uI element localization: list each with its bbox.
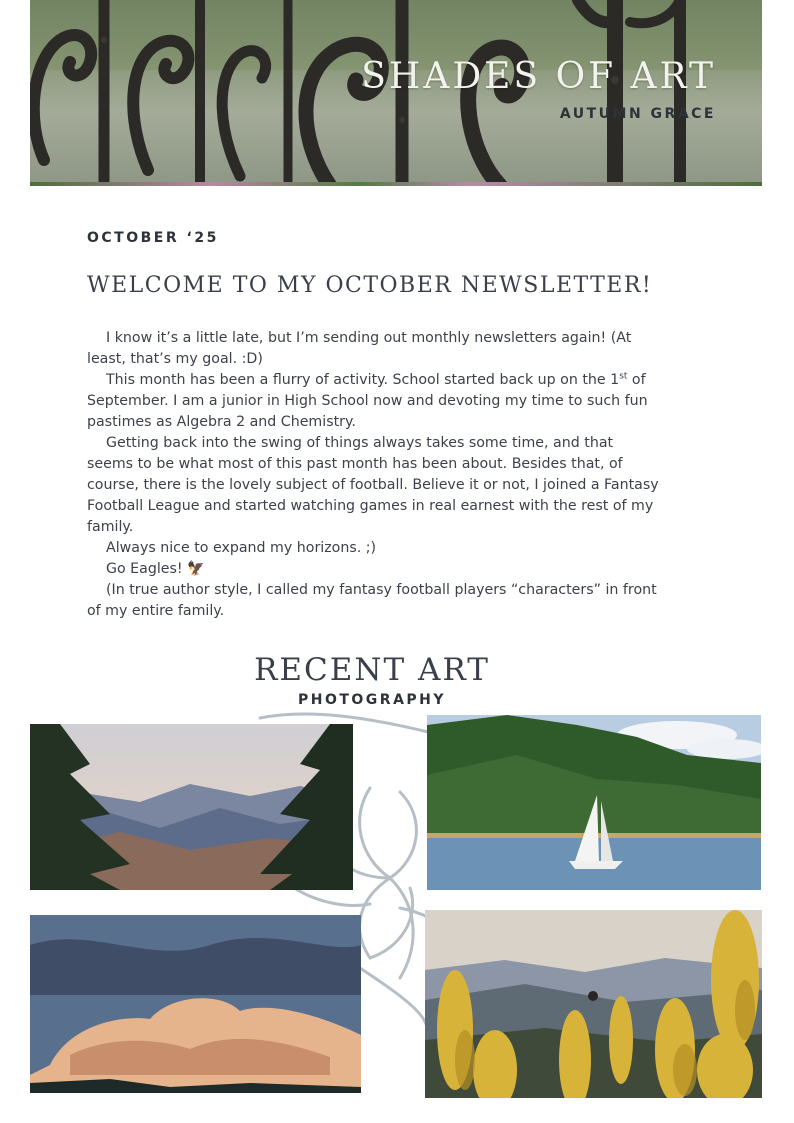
issue-date: OCTOBER ‘25: [87, 230, 219, 246]
ordinal-suffix: st: [619, 371, 628, 382]
paragraph-school-end: of September. I am a junior in High School now and devoting my time to such fun pastimes as Algebra 2 and Chemistry.: [87, 372, 648, 430]
go-eagles-text: Go Eagles!: [106, 561, 183, 577]
paragraph-school: [87, 370, 662, 433]
masthead-title: SHADES OF ART: [361, 56, 716, 97]
banner-bottom-stripe: [30, 182, 762, 186]
newsletter-body: [87, 328, 662, 622]
recent-art-title: RECENT ART: [254, 652, 490, 688]
sunset-clouds-photo: [30, 915, 361, 1093]
paragraph-football: Getting back into the swing of things always takes some time, and that seems to be what most of this past month has been about. Besides that, of course, there is the lovely subject of football. Believe it or not, I joined a Fantasy Football League and started watching games in real earnest with the rest of my family.: [87, 435, 659, 535]
paragraph-school-start: This month has been a flurry of activity. School started back up on the 1: [106, 372, 620, 388]
sailboat-lake-photo: [427, 715, 761, 890]
paragraph-eagles: [87, 559, 662, 580]
recent-art-subtitle: PHOTOGRAPHY: [297, 692, 447, 708]
masthead-author: AUTUMN GRACE: [559, 106, 716, 122]
paragraph-horizons: Always nice to expand my horizons. ;): [106, 540, 377, 556]
paragraph-intro: I know it’s a little late, but I’m sending out monthly newsletters again! (At least, that’s my goal. :D): [87, 330, 632, 367]
header-banner: [30, 0, 762, 186]
goldenrod-mountains-photo: [425, 910, 762, 1098]
newsletter-headline: WELCOME TO MY OCTOBER NEWSLETTER!: [87, 273, 653, 298]
mountain-pines-photo: [30, 724, 353, 890]
eagle-icon: 🦅: [187, 561, 205, 577]
paragraph-characters: (In true author style, I called my fantasy football players “characters” in front of my entire family.: [87, 582, 657, 619]
